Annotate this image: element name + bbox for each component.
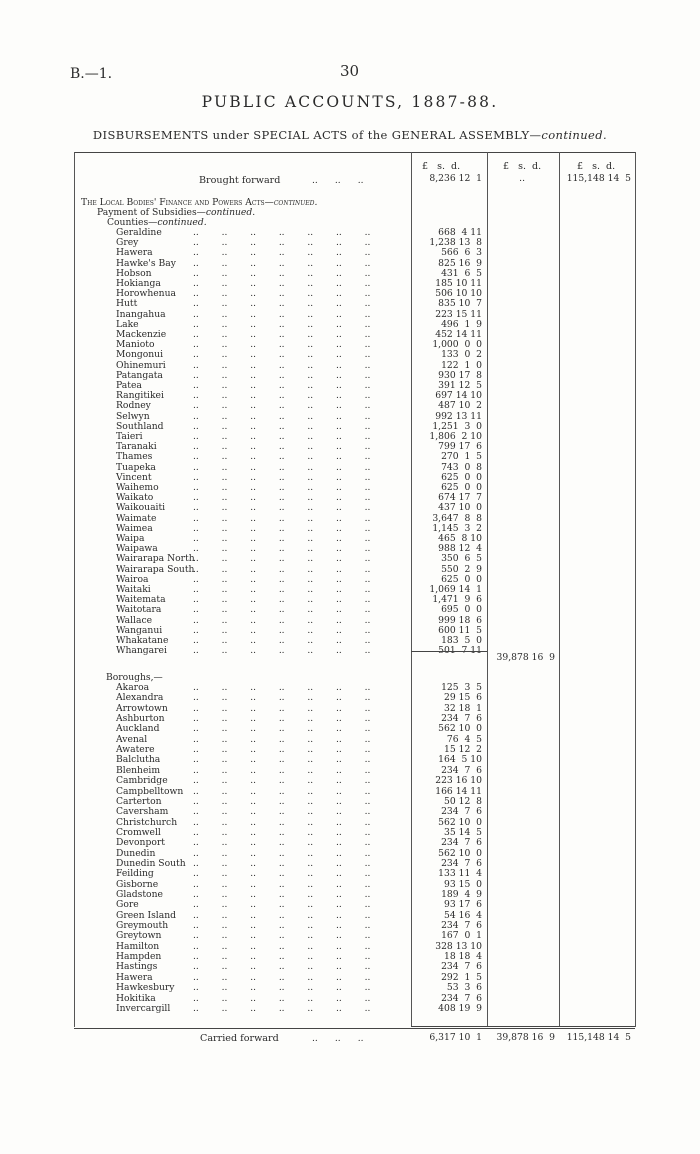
item-name: Avenal (116, 733, 148, 745)
leader-dots: .. .. .. .. .. .. .. (193, 340, 371, 351)
item-amount: 487 10 2 (438, 400, 482, 412)
item-amount: 1,000 0 0 (432, 339, 482, 351)
leader-dots: .. .. .. .. .. .. .. (193, 452, 371, 463)
item-amount: 93 15 0 (444, 878, 482, 890)
leader-dots: .. .. .. .. .. .. .. (193, 983, 371, 994)
leader-dots: .. .. .. .. .. .. .. (193, 714, 371, 725)
item-amount: 562 10 0 (438, 816, 482, 828)
item-name: Dunedin (116, 847, 156, 859)
leader-dots: .. .. .. (312, 176, 364, 186)
item-name: Waitaki (116, 584, 151, 595)
leader-dots: .. .. .. .. .. .. .. (193, 765, 371, 776)
item-name: Patangata (116, 369, 163, 381)
leader-dots: .. .. .. .. .. .. .. (193, 370, 371, 381)
document-reference: B.—1. (70, 66, 113, 82)
leader-dots: .. .. .. .. .. .. .. (193, 289, 371, 300)
item-name: Geraldine (116, 227, 162, 238)
leader-dots: .. .. .. .. .. .. .. (193, 962, 371, 973)
leader-dots: .. .. .. .. .. .. .. (193, 734, 371, 745)
page-number: 30 (340, 62, 360, 80)
item-amount: 562 10 0 (438, 723, 482, 735)
item-name: Alexandra (116, 692, 164, 704)
item-amount: 167 0 1 (441, 930, 482, 942)
item-name: Hamilton (116, 940, 160, 952)
item-amount: 234 7 6 (441, 920, 482, 932)
item-amount: 825 16 9 (438, 257, 482, 269)
leader-dots: .. .. .. .. .. .. .. (193, 391, 371, 402)
leader-dots: .. .. .. .. .. .. .. (193, 615, 371, 626)
item-amount: 166 14 11 (435, 785, 482, 797)
item-name: Christchurch (116, 816, 178, 828)
item-amount: 501 7 11 (438, 645, 482, 657)
item-name: Hutt (116, 298, 138, 310)
leader-dots: .. .. .. .. .. .. .. (193, 330, 371, 340)
leader-dots: .. .. .. .. .. .. .. (193, 268, 371, 279)
item-amount: 600 11 5 (438, 624, 482, 636)
item-amount: 234 7 6 (441, 837, 482, 849)
item-amount: 835 10 7 (438, 298, 482, 310)
leader-dots: .. .. .. .. .. .. .. (193, 827, 371, 838)
item-name: Feilding (116, 868, 154, 880)
item-amount: 125 3 5 (441, 682, 482, 693)
counties-total: 39,878 16 9 (496, 652, 555, 663)
item-name: Hawera (116, 247, 153, 259)
item-amount: 234 7 6 (441, 764, 482, 776)
item-name: Inangahua (116, 308, 166, 320)
item-amount: 223 16 10 (435, 775, 482, 787)
leader-dots: .. .. .. .. .. .. .. (193, 776, 371, 787)
column-header-1: £ s. d. (422, 161, 461, 172)
leader-dots: .. .. .. .. .. .. .. (193, 858, 371, 869)
item-name: Waikouaiti (116, 502, 166, 514)
item-name: Wairarapa North (116, 553, 195, 565)
item-amount: 133 11 4 (438, 868, 482, 880)
leader-dots: .. .. .. .. .. .. .. (193, 869, 371, 880)
item-amount: 328 13 10 (435, 940, 482, 952)
leader-dots: .. .. .. .. .. .. .. (193, 523, 371, 534)
item-amount: 133 0 2 (441, 349, 482, 361)
item-amount: 18 18 4 (444, 951, 482, 963)
item-amount: 496 1 9 (441, 318, 482, 330)
subheading-text: Payment of Subsidies— (97, 207, 206, 218)
item-name: Gladstone (116, 889, 163, 900)
item-name: Dunedin South (116, 857, 186, 869)
item-amount: 1,238 13 8 (429, 237, 482, 249)
item-name: Hobson (116, 267, 152, 279)
item-name: Hokitika (116, 992, 156, 1004)
leader-dots: .. .. .. .. .. .. .. (193, 574, 371, 585)
item-name: Whakatane (116, 635, 169, 646)
leader-dots: .. .. .. .. .. .. .. (193, 585, 371, 595)
item-name: Patea (116, 380, 142, 391)
leader-dots: .. .. .. .. .. .. .. (193, 248, 371, 259)
leader-dots: .. .. .. .. .. .. .. (193, 299, 371, 310)
leader-dots: .. .. .. .. .. .. .. (193, 483, 371, 493)
item-name: Waikato (116, 492, 154, 504)
boroughs-heading: Boroughs,— (106, 672, 163, 683)
item-amount: 1,145 3 2 (432, 522, 482, 534)
item-amount: 625 0 0 (441, 471, 482, 483)
item-amount: 506 10 10 (435, 288, 482, 300)
leader-dots: .. .. .. .. .. .. .. (193, 724, 371, 735)
column-header-2: £ s. d. (503, 161, 542, 172)
leader-dots: .. .. .. .. .. .. .. (193, 941, 371, 952)
item-amount: 992 13 11 (435, 410, 482, 422)
leader-dots: .. .. .. .. .. .. .. (193, 807, 371, 818)
item-amount: 391 12 5 (438, 380, 482, 391)
item-amount: 185 10 11 (435, 278, 482, 289)
leader-dots: .. .. .. .. .. .. .. (193, 421, 371, 432)
item-name: Waimate (116, 512, 157, 524)
carried-forward-col3: 115,148 14 5 (566, 1032, 631, 1043)
item-name: Hokianga (116, 278, 161, 289)
item-name: Hawke's Bay (116, 257, 176, 269)
leader-dots: .. .. .. .. .. .. .. (193, 350, 371, 361)
item-name: Selwyn (116, 410, 150, 422)
item-amount: 234 7 6 (441, 857, 482, 869)
brought-forward-label: Brought forward (199, 175, 281, 186)
leader-dots: .. .. .. .. .. .. .. (193, 703, 371, 714)
item-amount: 93 17 6 (444, 899, 482, 911)
leader-dots: .. .. .. .. .. .. .. (193, 931, 371, 942)
leader-dots: .. .. .. .. .. .. .. (193, 534, 371, 544)
leader-dots: .. .. .. .. .. .. .. (193, 693, 371, 704)
item-name: Balclutha (116, 754, 161, 766)
item-name: Ashburton (116, 713, 165, 725)
item-amount: 183 5 0 (441, 635, 482, 646)
item-name: Tuapeka (116, 461, 156, 473)
leader-dots: .. .. .. .. .. .. .. (193, 462, 371, 473)
leader-dots: .. .. .. .. .. .. .. (193, 432, 371, 442)
item-name: Manioto (116, 339, 155, 351)
item-name: Grey (116, 237, 139, 249)
leader-dots: .. .. .. .. .. .. .. (193, 442, 371, 453)
item-amount: 50 12 8 (444, 795, 482, 807)
item-amount: 566 6 3 (441, 247, 482, 259)
item-name: Green Island (116, 909, 177, 921)
item-name: Rodney (116, 400, 151, 412)
item-name: Awatere (116, 744, 155, 756)
item-amount: 270 1 5 (441, 451, 482, 463)
leader-dots: .. .. .. .. .. .. .. (193, 900, 371, 911)
leader-dots: .. .. .. .. .. .. .. (193, 796, 371, 807)
item-name: Invercargill (116, 1002, 171, 1014)
item-name: Wairoa (116, 573, 149, 585)
leader-dots: .. .. .. .. .. .. .. (193, 910, 371, 921)
leader-dots: .. .. .. .. .. .. .. (193, 952, 371, 963)
carried-forward-label: Carried forward (200, 1033, 279, 1044)
item-name: Southland (116, 420, 164, 432)
item-amount: 29 15 6 (444, 692, 482, 704)
leader-dots: .. .. .. .. .. .. .. (193, 554, 371, 565)
item-amount: 674 17 7 (438, 492, 482, 504)
item-name: Blenheim (116, 764, 161, 776)
item-amount: 1,251 3 0 (432, 420, 482, 432)
item-name: Whangarei (116, 645, 167, 657)
item-name: Cromwell (116, 826, 161, 838)
item-amount: 743 0 8 (441, 461, 482, 473)
item-name: Gisborne (116, 878, 159, 890)
item-amount: 1,069 14 1 (429, 584, 482, 595)
item-name: Hampden (116, 951, 162, 963)
item-amount: 695 0 0 (441, 604, 482, 616)
item-name: Hawera (116, 971, 153, 983)
leader-dots: .. .. .. .. .. .. .. (193, 817, 371, 828)
item-amount: 625 0 0 (441, 573, 482, 585)
leader-dots: .. .. .. .. .. .. .. (193, 646, 371, 657)
leader-dots: .. .. .. (312, 1034, 364, 1044)
item-name: Arrowtown (116, 702, 168, 714)
item-name: Thames (116, 451, 153, 463)
item-amount: 1,806 2 10 (429, 431, 482, 442)
item-amount: 35 14 5 (444, 826, 482, 838)
item-name: Caversham (116, 806, 169, 818)
item-amount: 3,647 8 8 (432, 512, 482, 524)
leader-dots: .. .. .. .. .. .. .. (193, 972, 371, 983)
item-amount: 452 14 11 (435, 329, 482, 340)
leader-dots: .. .. .. .. .. .. .. (193, 503, 371, 514)
leader-dots: .. .. .. .. .. .. .. (193, 838, 371, 849)
item-name: Devonport (116, 837, 165, 849)
leader-dots: .. .. .. .. .. .. .. (193, 544, 371, 555)
leader-dots: .. .. .. .. .. .. .. (193, 309, 371, 320)
item-amount: 76 4 5 (446, 733, 482, 745)
item-name: Waimea (116, 522, 153, 534)
item-name: Taranaki (116, 441, 157, 453)
item-amount: 999 18 6 (438, 614, 482, 626)
item-amount: 625 0 0 (441, 482, 482, 493)
leader-dots: .. .. .. .. .. .. .. (193, 228, 371, 238)
item-amount: 930 17 8 (438, 369, 482, 381)
leader-dots: .. .. .. .. .. .. .. (193, 513, 371, 524)
item-amount: 234 7 6 (441, 992, 482, 1004)
item-amount: 223 15 11 (435, 308, 482, 320)
leader-dots: .. .. .. .. .. .. .. (193, 360, 371, 371)
item-name: Wanganui (116, 624, 163, 636)
item-amount: 234 7 6 (441, 713, 482, 725)
section-heading-continued: continued. (273, 197, 318, 208)
counties-label: Counties— (107, 217, 158, 228)
item-name: Mackenzie (116, 329, 167, 340)
page-title: PUBLIC ACCOUNTS, 1887-88. (201, 93, 499, 111)
item-amount: 1,471 9 6 (432, 594, 482, 606)
leader-dots: .. .. .. .. .. .. .. (193, 493, 371, 504)
brought-forward-col3: 115,148 14 5 (566, 173, 631, 184)
item-amount: 189 4 9 (441, 889, 482, 900)
item-amount: 53 3 6 (446, 982, 482, 994)
subtitle-continued: continued. (541, 128, 608, 142)
leader-dots: .. .. .. .. .. .. .. (193, 786, 371, 797)
item-amount: 465 8 10 (438, 533, 482, 544)
counties-continued: continued. (157, 217, 207, 228)
item-amount: 562 10 0 (438, 847, 482, 859)
column-header-3: £ s. d. (577, 161, 616, 172)
leader-dots: .. .. .. .. .. .. .. (193, 605, 371, 616)
leader-dots: .. .. .. .. .. .. .. (193, 319, 371, 330)
item-amount: 32 18 1 (444, 702, 482, 714)
leader-dots: .. .. .. .. .. .. .. (193, 595, 371, 606)
item-amount: 54 16 4 (444, 909, 482, 921)
item-name: Carterton (116, 795, 162, 807)
leader-dots: .. .. .. .. .. .. .. (193, 411, 371, 422)
item-name: Gore (116, 899, 139, 911)
item-name: Cambridge (116, 775, 168, 787)
item-name: Waitotara (116, 604, 162, 616)
leader-dots: .. .. .. .. .. .. .. (193, 755, 371, 766)
carried-forward-rule (411, 1026, 635, 1027)
leader-dots: .. .. .. .. .. .. .. (193, 890, 371, 900)
item-name: Waipawa (116, 543, 158, 555)
page-subtitle (0, 128, 700, 142)
leader-dots: .. .. .. .. .. .. .. (193, 745, 371, 756)
item-name: Mongonui (116, 349, 164, 361)
leader-dots: .. .. .. .. .. .. .. (193, 238, 371, 249)
carried-forward-col1: 6,317 10 1 (429, 1032, 482, 1043)
leader-dots: .. .. .. .. .. .. .. (193, 636, 371, 646)
item-amount: 431 6 5 (441, 267, 482, 279)
subtitle-text: DISBURSEMENTS under SPECIAL ACTS of the GENERAL ASSEMBLY— (92, 128, 542, 142)
leader-dots: .. .. .. .. .. .. .. (193, 564, 371, 575)
leader-dots: .. .. .. .. .. .. .. (193, 993, 371, 1004)
leader-dots: .. .. .. .. .. .. .. (193, 848, 371, 859)
item-name: Greymouth (116, 920, 169, 932)
item-name: Campbelltown (116, 785, 184, 797)
item-amount: 550 2 9 (441, 563, 482, 575)
item-amount: 799 17 6 (438, 441, 482, 453)
item-name: Wairarapa South (116, 563, 195, 575)
subheading-continued: continued. (205, 207, 256, 218)
item-name: Lake (116, 318, 139, 330)
leader-dots: .. .. .. .. .. .. .. (193, 921, 371, 932)
leader-dots: .. .. .. .. .. .. .. (193, 472, 371, 483)
item-amount: 437 10 0 (438, 502, 482, 514)
section-heading-text: The Local Bodies' Finance and Powers Acts— (81, 197, 274, 208)
leader-dots: .. .. .. .. .. .. .. (193, 683, 371, 693)
item-amount: 164 5 10 (438, 754, 482, 766)
item-name: Taieri (116, 431, 143, 442)
item-amount: 234 7 6 (441, 961, 482, 973)
item-amount: 408 19 9 (438, 1002, 482, 1014)
item-amount: 668 4 11 (438, 227, 482, 238)
item-name: Greytown (116, 930, 162, 942)
carried-forward-col2: 39,878 16 9 (496, 1032, 555, 1043)
item-name: Akaroa (116, 682, 150, 693)
item-name: Auckland (116, 723, 160, 735)
brought-forward-col1: 8,236 12 1 (429, 173, 482, 184)
item-amount: 350 6 5 (441, 553, 482, 565)
item-amount: 697 14 10 (435, 390, 482, 402)
item-name: Ohinemuri (116, 359, 166, 371)
item-name: Waitemata (116, 594, 166, 606)
table-border-right (635, 152, 636, 1027)
item-amount: 122 1 0 (441, 359, 482, 371)
leader-dots: .. .. .. .. .. .. .. (193, 279, 371, 289)
column-divider-3 (559, 152, 560, 1027)
item-amount: 234 7 6 (441, 806, 482, 818)
leader-dots: .. .. .. .. .. .. .. (193, 381, 371, 391)
brought-forward-col2: .. (519, 173, 525, 184)
table-border-left (74, 152, 75, 1027)
item-amount: 15 12 2 (444, 744, 482, 756)
item-name: Wallace (116, 614, 153, 626)
leader-dots: .. .. .. .. .. .. .. (193, 401, 371, 412)
item-name: Vincent (116, 471, 152, 483)
leader-dots: .. .. .. .. .. .. .. (193, 258, 371, 269)
leader-dots: .. .. .. .. .. .. .. (193, 879, 371, 890)
item-name: Hawkesbury (116, 982, 175, 994)
item-name: Waihemo (116, 482, 159, 493)
counties-subtotal-rule (411, 651, 487, 652)
column-divider-2 (487, 152, 488, 1027)
item-amount: 988 12 4 (438, 543, 482, 555)
leader-dots: .. .. .. .. .. .. .. (193, 1003, 371, 1014)
item-name: Rangitikei (116, 390, 164, 402)
item-name: Horowhenua (116, 288, 176, 300)
item-name: Hastings (116, 961, 158, 973)
leader-dots: .. .. .. .. .. .. .. (193, 625, 371, 636)
item-name: Waipa (116, 533, 145, 544)
item-amount: 292 1 5 (441, 971, 482, 983)
